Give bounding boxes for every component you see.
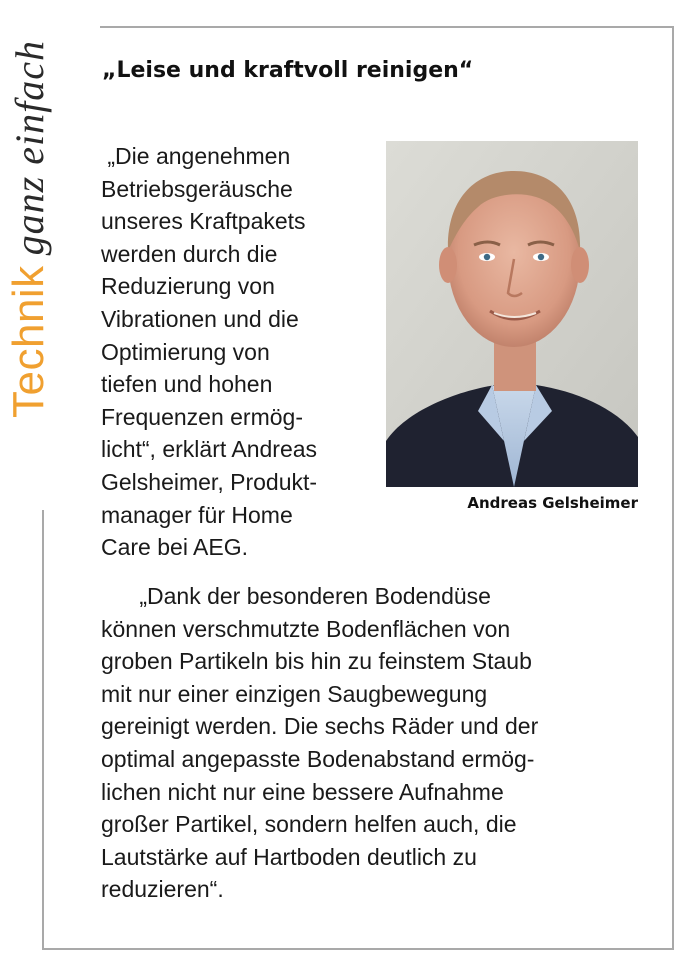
frame-border-right <box>672 26 674 950</box>
text-line: unseres Kraftpakets <box>101 208 306 235</box>
frame-border-left <box>42 510 44 950</box>
text-line: tiefen und hohen <box>101 371 273 398</box>
text-line: Optimierung von <box>101 338 270 365</box>
text-line: lichen nicht nur eine bessere Aufnahme <box>101 778 504 805</box>
text-line: gereinigt werden. Die sechs Räder und der <box>101 713 539 740</box>
portrait-photo <box>386 141 638 487</box>
text-line: Gelsheimer, Produkt- <box>101 468 318 495</box>
text-line: reduzieren“. <box>101 876 224 903</box>
section-label-ganz-einfach: ganz einfach <box>7 40 52 256</box>
article-headline: „Leise und kraftvoll reinigen“ <box>102 58 474 83</box>
portrait-illustration <box>386 141 638 487</box>
text-line: „Die angenehmen <box>101 143 291 169</box>
text-line: licht“, erklärt Andreas <box>101 436 318 463</box>
text-line: können verschmutzte Bodenflächen von <box>101 615 511 642</box>
text-line: Vibrationen und die <box>101 305 299 332</box>
text-line: groben Partikeln bis hin zu feinstem Staub <box>101 648 532 675</box>
text-line: Care bei AEG. <box>101 534 249 561</box>
section-label-technik: Technik <box>4 265 53 418</box>
text-line: Reduzierung von <box>101 273 275 300</box>
frame-border-bottom <box>42 948 674 950</box>
text-line: Frequenzen ermög- <box>101 403 303 430</box>
section-label <box>4 18 64 418</box>
text-line: Lautstärke auf Hartboden deutlich zu <box>101 843 477 870</box>
frame-border-top <box>100 26 674 28</box>
paragraph-2 <box>101 580 538 906</box>
photo-caption: Andreas Gelsheimer <box>467 494 638 512</box>
text-line: „Dank der besonderen Bodendüse <box>101 583 491 609</box>
text-line: optimal angepasste Bodenabstand ermög- <box>101 745 535 772</box>
paragraph-1 <box>101 140 317 564</box>
text-line: Betriebsgeräusche <box>101 175 293 202</box>
text-line: manager für Home <box>101 501 293 528</box>
text-line: werden durch die <box>101 240 278 267</box>
text-line: großer Partikel, sondern helfen auch, die <box>101 811 517 838</box>
text-line: mit nur einer einzigen Saugbewegung <box>101 680 488 707</box>
